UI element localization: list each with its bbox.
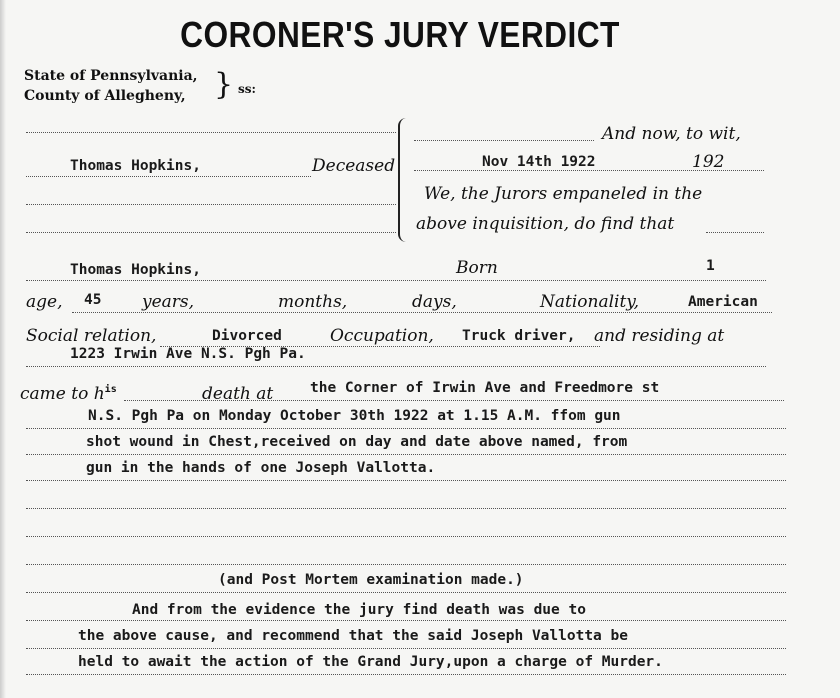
verdict-date: Nov 14th 1922 <box>482 154 596 170</box>
blank-line <box>26 480 786 481</box>
death-line-3: shot wound in Chest,received on day and date above named, from <box>86 434 628 450</box>
jurors-line-1: We, the Jurors empaneled in the <box>424 184 703 204</box>
finding-line-1: And from the evidence the jury find death was due to <box>132 602 586 618</box>
blank-line <box>26 280 766 281</box>
blank-line <box>26 428 786 429</box>
address-value: 1223 Irwin Ave N.S. Pgh Pa. <box>70 346 306 362</box>
page-title: CORONER'S JURY VERDICT <box>180 14 620 55</box>
venue-county: County of Allegheny, <box>24 88 186 104</box>
social-relation-label: Social relation, <box>26 326 157 346</box>
days-label: days, <box>412 292 457 312</box>
jurors-line-2: above inquisition, do find that <box>416 214 675 234</box>
blank-line <box>706 232 764 233</box>
year-prefix: 192 <box>692 152 725 172</box>
venue-brace: } <box>214 67 234 102</box>
finding-line-2: the above cause, and recommend that the said Joseph Vallotta be <box>78 628 628 644</box>
nationality-value: American <box>688 294 758 310</box>
blank-line <box>26 508 786 509</box>
venue-state: State of Pennsylvania, <box>24 68 198 84</box>
blank-line <box>26 204 396 205</box>
blank-line <box>26 454 786 455</box>
scan-edge <box>0 0 6 698</box>
age-label: age, <box>26 292 63 312</box>
social-relation-value: Divorced <box>212 328 282 344</box>
deceased-label: Deceased <box>312 156 396 176</box>
blank-line <box>124 400 784 401</box>
blank-line <box>26 592 786 593</box>
blank-line <box>26 564 786 565</box>
finding-line-3: held to await the action of the Grand Jury,upon a charge of Murder. <box>78 654 663 670</box>
death-at-label: death at <box>202 384 274 404</box>
blank-line <box>26 132 396 133</box>
section-brace <box>398 118 408 242</box>
occupation-label: Occupation, <box>330 326 434 346</box>
years-label: years, <box>142 292 195 312</box>
death-line-1: the Corner of Irwin Ave and Freedmore st <box>310 380 660 396</box>
came-to-label: came to $h^{is}$ <box>20 384 117 404</box>
blank-line <box>26 366 766 367</box>
nationality-label: Nationality, <box>540 292 640 312</box>
blank-line <box>26 232 396 233</box>
residing-label: and residing at <box>594 326 725 346</box>
blank-line <box>26 620 786 621</box>
deceased-name: Thomas Hopkins, <box>70 158 201 174</box>
death-line-2: N.S. Pgh Pa on Monday October 30th 1922 at 1.15 A.M. ffom gun <box>88 408 621 424</box>
blank-line <box>414 140 594 141</box>
occupation-value: Truck driver, <box>462 328 576 344</box>
blank-line <box>26 648 786 649</box>
age-value: 45 <box>84 292 102 308</box>
post-mortem-note: (and Post Mortem examination made.) <box>218 572 524 588</box>
born-label: Born <box>456 258 498 278</box>
born-value: 1 <box>706 258 715 274</box>
blank-line <box>26 536 786 537</box>
blank-line <box>26 176 311 177</box>
death-line-4: gun in the hands of one Joseph Vallotta. <box>86 460 436 476</box>
venue-ss: ss: <box>238 82 256 96</box>
blank-line <box>26 674 786 675</box>
and-now-text: And now, to wit, <box>602 124 741 144</box>
months-label: months, <box>278 292 348 312</box>
born-name: Thomas Hopkins, <box>70 262 201 278</box>
blank-line <box>72 312 772 313</box>
